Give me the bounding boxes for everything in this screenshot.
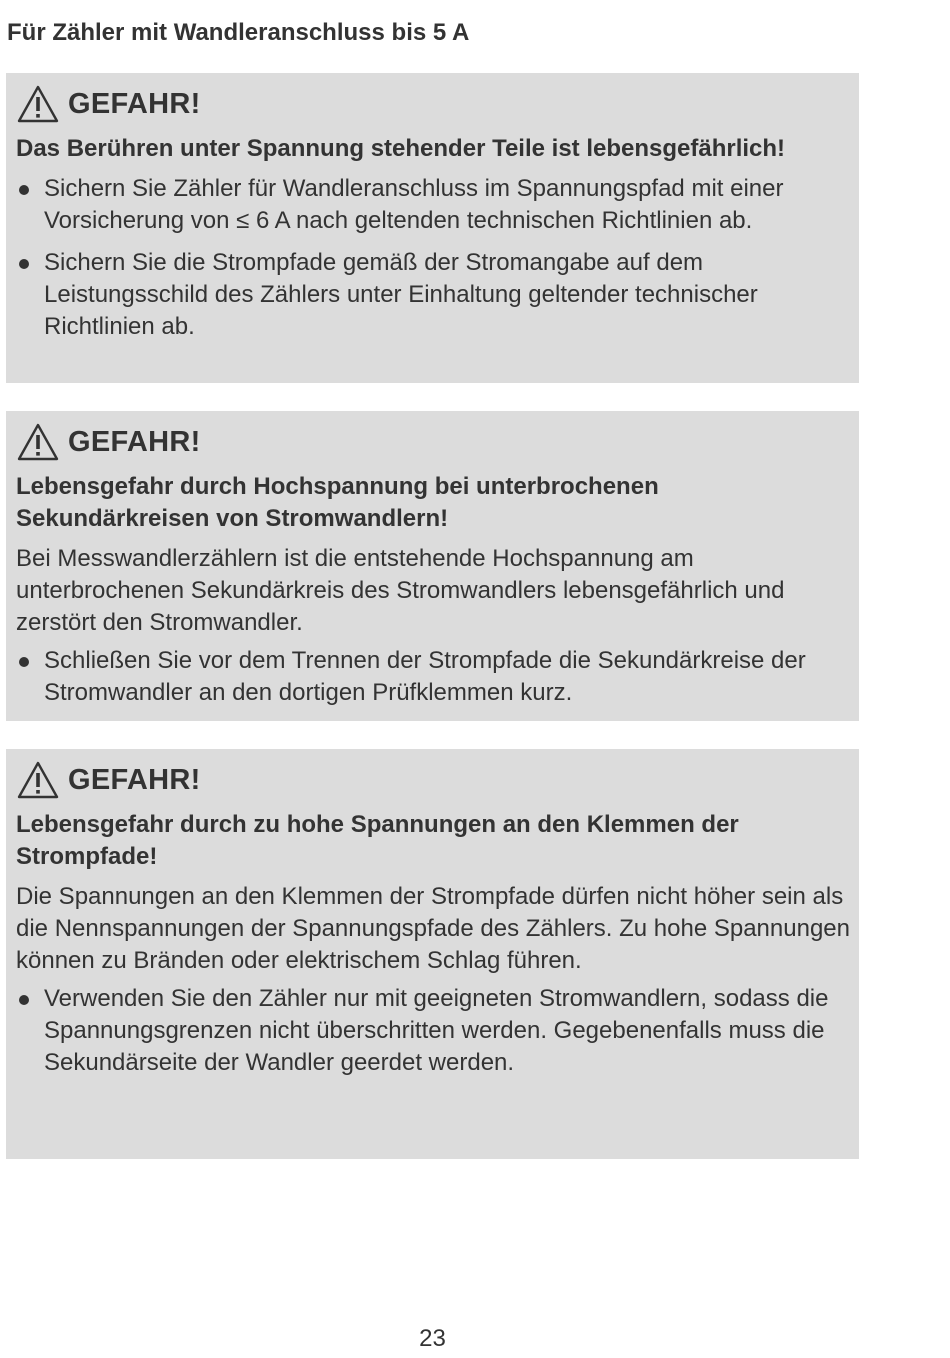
warning-title-row [16, 81, 853, 127]
warning-subtitle: Lebensgefahr durch zu hohe Spannungen an den Klemmen der Strompfade! [16, 811, 739, 870]
warning-box-1 [6, 73, 859, 383]
bullet-icon [19, 185, 29, 195]
warning-title-row [16, 757, 853, 803]
bullet-icon [19, 995, 29, 1005]
list-item [16, 983, 853, 1079]
warning-triangle-icon [16, 422, 60, 462]
list-item-text: Sichern Sie Zähler für Wandleranschluss im Spannungspfad mit einer Vorsicherung von ≤ 6 A nach geltenden technischen Richtlinien ab. [44, 175, 784, 234]
list-item-text: Verwenden Sie den Zähler nur mit geeigneten Stromwandlern, sodass die Spannungsgrenzen nicht überschritten werden. Gegebenenfalls muss die Sekundärseite der Wandler geerdet werden. [44, 985, 829, 1076]
warning-box-3 [6, 749, 859, 1159]
page-heading: Für Zähler mit Wandleranschluss bis 5 A [7, 19, 470, 46]
warning-title: GEFAHR! [68, 763, 201, 796]
warning-title-row [16, 419, 853, 465]
warning-triangle-icon [16, 760, 60, 800]
warning-paragraph: Die Spannungen an den Klemmen der Strompfade dürfen nicht höher sein als die Nennspannungen der Spannungspfade des Zählers. Zu hohe Spannungen können zu Bränden oder elektrischem Schlag führen. [16, 883, 850, 974]
bullet-icon [19, 259, 29, 269]
list-item [16, 247, 853, 343]
bullet-list [16, 983, 853, 1079]
bullet-list [16, 645, 853, 709]
warning-subtitle: Das Berühren unter Spannung stehender Teile ist lebensgefährlich! [16, 135, 786, 162]
warning-triangle-icon [16, 84, 60, 124]
list-item [16, 173, 853, 237]
warning-box-2 [6, 411, 859, 721]
list-item-text: Sichern Sie die Strompfade gemäß der Stromangabe auf dem Leistungsschild des Zählers unter Einhaltung geltender technischer Richtlinien ab. [44, 249, 758, 340]
bullet-icon [19, 657, 29, 667]
warning-paragraph: Bei Messwandlerzählern ist die entstehende Hochspannung am unterbrochenen Sekundärkreis des Stromwandlers lebensgefährlich und zerstört den Stromwandler. [16, 545, 785, 636]
warning-title: GEFAHR! [68, 425, 201, 458]
list-item [16, 645, 853, 709]
bullet-list [16, 173, 853, 343]
page-number: 23 [419, 1325, 446, 1352]
list-item-text: Schließen Sie vor dem Trennen der Strompfade die Sekundärkreise der Stromwandler an den dortigen Prüfklemmen kurz. [44, 647, 806, 706]
warning-subtitle: Lebensgefahr durch Hochspannung bei unterbrochenen Sekundärkreisen von Stromwandlern! [16, 473, 659, 532]
warning-title: GEFAHR! [68, 87, 201, 120]
